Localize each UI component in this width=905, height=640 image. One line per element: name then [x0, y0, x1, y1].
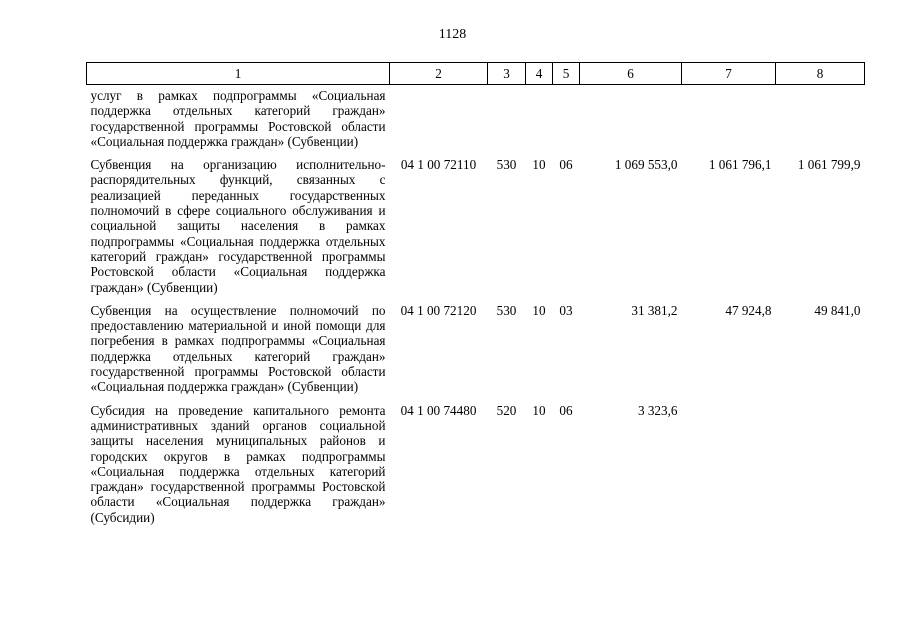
expense-type-cell [488, 85, 526, 150]
row-description: Субвенция на осуществление полномочий по предоставлению материальной и иной помощи для погребения в рамках подпрограммы «Социальная поддержка отдельных категорий граждан» государственной программы Ростовской области «Социальная поддержка граждан» (Субвенции) [90, 302, 386, 395]
column-header: 8 [776, 63, 865, 85]
section-cell: 10 [532, 402, 546, 418]
target-code-cell [390, 85, 488, 150]
target-code-cell: 04 1 00 72120 [400, 302, 477, 318]
budget-table [86, 62, 865, 525]
section-cell [526, 85, 553, 150]
column-header: 1 [87, 63, 390, 85]
expense-type-cell: 530 [496, 157, 517, 173]
subsection-cell: 06 [559, 157, 573, 173]
amount-year3-cell [776, 395, 865, 525]
row-description: Субвенция на организацию исполнительно-распорядительных функций, связанных с реализацией переданных государственных полномочий в сфере социального обслуживания и социальной защиты населения в рамках подпрограммы «Социальная поддержка отдельных категорий граждан» государственной программы Ростовской области «Социальная поддержка граждан» (Субвенции) [90, 157, 386, 295]
table-row [87, 85, 865, 150]
target-code-cell: 04 1 00 74480 [400, 402, 477, 418]
amount-year1-cell: 3 323,6 [637, 402, 678, 418]
section-cell: 10 [532, 157, 546, 173]
table-row [87, 395, 865, 525]
row-description: услуг в рамках подпрограммы «Социальная поддержка отдельных категорий граждан» государственной программы Ростовской области «Социальная поддержка граждан» (Субвенции) [90, 88, 386, 149]
amount-year1-cell: 1 069 553,0 [614, 157, 678, 173]
column-header: 3 [488, 63, 526, 85]
amount-year2-cell [682, 85, 776, 150]
amount-year1-cell [580, 85, 682, 150]
section-cell: 10 [532, 302, 546, 318]
amount-year2-cell [682, 395, 776, 525]
table-row [87, 149, 865, 295]
column-header: 5 [553, 63, 580, 85]
column-header: 7 [682, 63, 776, 85]
column-header: 6 [580, 63, 682, 85]
subsection-cell [553, 85, 580, 150]
amount-year3-cell: 49 841,0 [814, 302, 861, 318]
amount-year1-cell: 31 381,2 [631, 302, 678, 318]
budget-table-container [86, 62, 864, 525]
column-header: 2 [390, 63, 488, 85]
expense-type-cell: 520 [496, 402, 517, 418]
row-description: Субсидия на проведение капитального ремонта административных зданий органов социальной защиты населения муниципальных районов и городских округов в рамках подпрограммы «Социальная поддержка отдельных категорий граждан» государственной программы Ростовской области «Социальная поддержка граждан» (Субсидии) [90, 402, 386, 525]
amount-year3-cell [776, 85, 865, 150]
column-header: 4 [526, 63, 553, 85]
amount-year3-cell: 1 061 799,9 [797, 157, 861, 173]
amount-year2-cell: 47 924,8 [725, 302, 772, 318]
expense-type-cell: 530 [496, 302, 517, 318]
column-number-header [87, 63, 865, 85]
table-row [87, 295, 865, 395]
target-code-cell: 04 1 00 72110 [400, 157, 477, 173]
amount-year2-cell: 1 061 796,1 [708, 157, 772, 173]
subsection-cell: 03 [559, 302, 573, 318]
subsection-cell: 06 [559, 402, 573, 418]
page-number: 1128 [438, 27, 467, 42]
